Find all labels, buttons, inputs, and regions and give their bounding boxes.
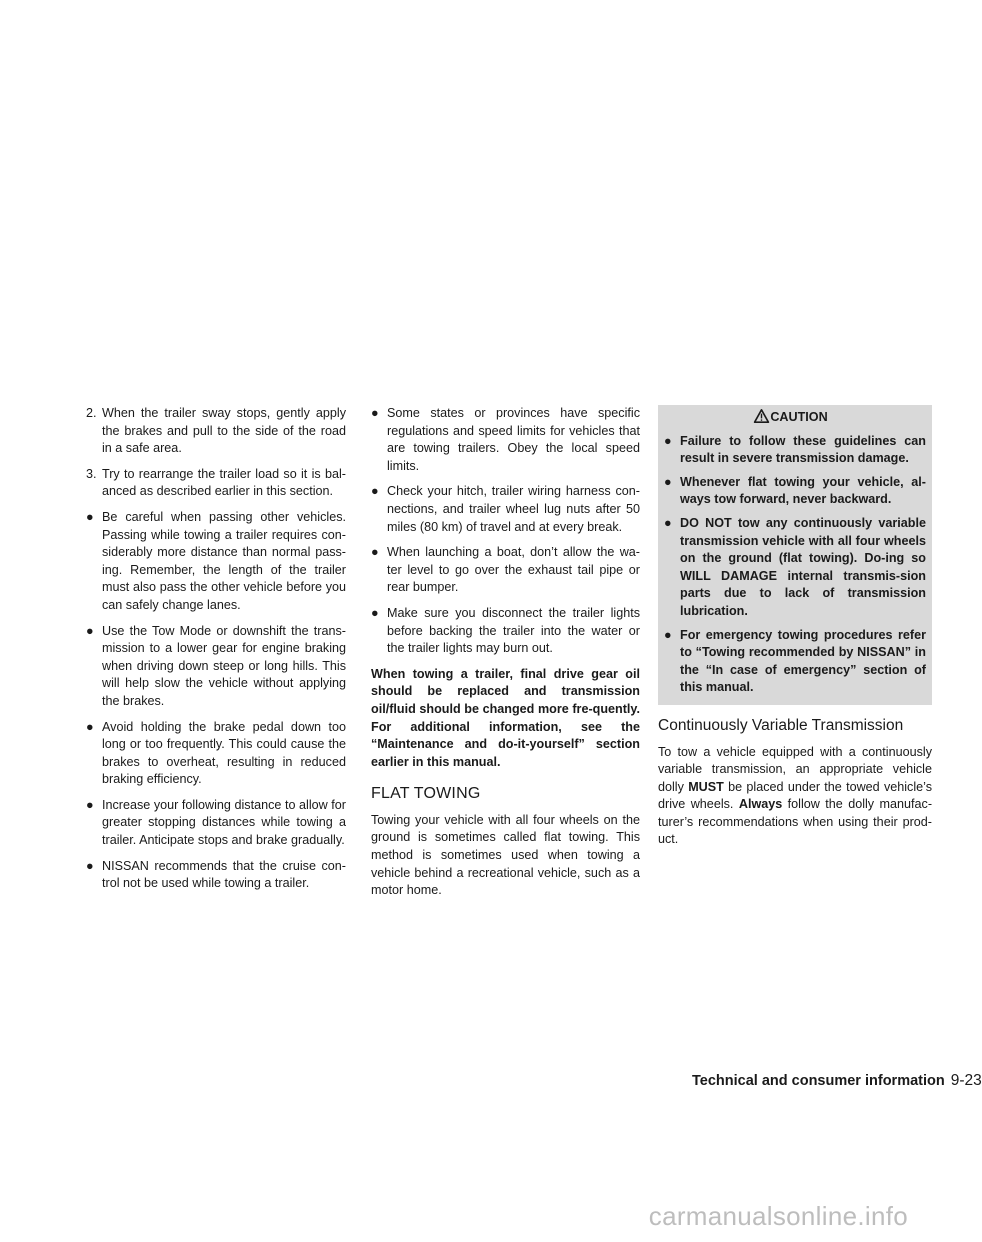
bullet-item <box>371 405 640 475</box>
bullet-text: Check your hitch, trailer wiring harness con-nections, and trailer wheel lug nuts after 50 miles (80 km) of travel and at every break. <box>387 484 640 534</box>
section-paragraph: Towing your vehicle with all four wheels on the ground is sometimes called flat towing. This method is sometimes used when towing a vehicle behind a recreational vehicle, such as a motor home. <box>371 812 640 898</box>
step-text: Try to rearrange the trailer load so it is bal-anced as described earlier in this section. <box>102 466 346 499</box>
column-left <box>86 405 346 901</box>
bullet-icon: ● <box>86 719 94 734</box>
numbered-step <box>86 466 346 501</box>
caution-header <box>660 405 922 433</box>
bullet-text: Increase your following distance to allow for greater stopping distances while towing a trailer. Anticipate stops and brake gradually. <box>102 797 346 848</box>
bullet-icon: ● <box>86 623 94 638</box>
watermark: carmanualsonline.info <box>648 1201 908 1231</box>
cvt-emphasis-always: Always <box>738 797 783 812</box>
maintenance-note: When towing a trailer, final drive gear oil should be replaced and transmission oil/fluid should be changed more fre-quently. For additional information, see the “Maintenance and do-it-yourself” section earlier in this manual. <box>371 666 640 769</box>
bullet-item <box>86 623 346 711</box>
subsection-title: Continuously Variable Transmission <box>658 716 904 734</box>
bullet-item <box>371 483 640 536</box>
bullet-text: Be careful when passing other vehicles. Passing while towing a trailer requires con-siderably more distance than normal pass-ing. Remember, the length of the trailer must also pass the other vehicle before you can safely change lanes. <box>102 509 346 612</box>
bullet-text: NISSAN recommends that the cruise con-trol not be used while towing a trailer. <box>102 858 346 891</box>
bullet-item <box>86 797 346 850</box>
caution-box <box>658 405 932 705</box>
bullet-icon: ● <box>371 406 379 420</box>
caution-text: DO NOT tow any continuously variable transmission vehicle with all four wheels on the ground (flat towing). Do-ing so WILL DAMAGE internal transmis-sion parts due to lack of transmission lubrication. <box>680 515 926 618</box>
bullet-text: Some states or provinces have specific regulations and speed limits for vehicles that are towing trailers. Obey the local speed limits. <box>387 406 640 473</box>
warning-triangle-icon <box>754 409 769 423</box>
caution-text: Failure to follow these guidelines can result in severe transmission damage. <box>680 433 926 466</box>
bullet-icon: ● <box>664 433 672 448</box>
section-title: FLAT TOWING <box>371 785 481 803</box>
bullet-item <box>371 605 640 658</box>
step-number: 3. <box>86 466 97 481</box>
bullet-item <box>86 858 346 893</box>
step-number: 2. <box>86 406 97 420</box>
cvt-text-1: To tow a vehicle equipped with a continuously variable transmission, an appropriate vehicle dolly <box>658 744 932 794</box>
column-middle <box>371 405 640 900</box>
bullet-icon: ● <box>371 484 379 499</box>
caution-item <box>664 627 926 697</box>
bullet-icon: ● <box>86 509 94 524</box>
caution-text: For emergency towing procedures refer to “Towing recommended by NISSAN” in the “In case of emergency” section of this manual. <box>680 627 926 695</box>
cvt-emphasis-must: MUST <box>688 779 724 794</box>
bullet-text: When launching a boat, don’t allow the wa-ter level to go over the exhaust tail pipe or rear bumper. <box>387 545 640 595</box>
bullet-icon: ● <box>664 627 672 642</box>
bullet-icon: ● <box>664 474 672 489</box>
bullet-text: Avoid holding the brake pedal down too long or too frequently. This could cause the brakes to overheat, resulting in reduced braking efficiency. <box>102 719 346 787</box>
bullet-icon: ● <box>371 605 379 620</box>
bullet-text: Use the Tow Mode or downshift the trans-mission to a lower gear for engine braking when driving down steep or long hills. This will help slow the vehicle without applying the brakes. <box>102 623 346 708</box>
footer-section-title: Technical and consumer information <box>692 1073 945 1089</box>
cvt-paragraph <box>658 744 932 850</box>
caution-item <box>664 474 926 509</box>
caution-item <box>664 433 926 468</box>
caution-text: Whenever flat towing your vehicle, al-ways tow forward, never backward. <box>680 474 926 507</box>
bullet-item <box>86 719 346 789</box>
column-right <box>658 405 932 849</box>
bullet-icon: ● <box>86 797 94 812</box>
bullet-icon: ● <box>371 545 379 560</box>
bullet-icon: ● <box>664 515 672 530</box>
cvt-text-2: be placed under the towed vehicle’s drive wheels. <box>658 779 933 812</box>
page-number: 9-23 <box>950 1072 982 1089</box>
cvt-text-3: follow the dolly manufac-turer’s recommendations when using their prod-uct. <box>658 797 933 847</box>
numbered-step <box>86 405 346 458</box>
bullet-text: Make sure you disconnect the trailer lights before backing the trailer into the water or the trailer lights may burn out. <box>387 605 640 656</box>
caution-title: CAUTION <box>770 410 828 424</box>
step-text: When the trailer sway stops, gently apply the brakes and pull to the side of the road in a safe area. <box>102 406 346 456</box>
bullet-item <box>371 544 640 597</box>
caution-item <box>664 515 926 621</box>
bullet-icon: ● <box>86 858 94 873</box>
page-footer <box>692 1072 982 1090</box>
bullet-item <box>86 509 346 615</box>
